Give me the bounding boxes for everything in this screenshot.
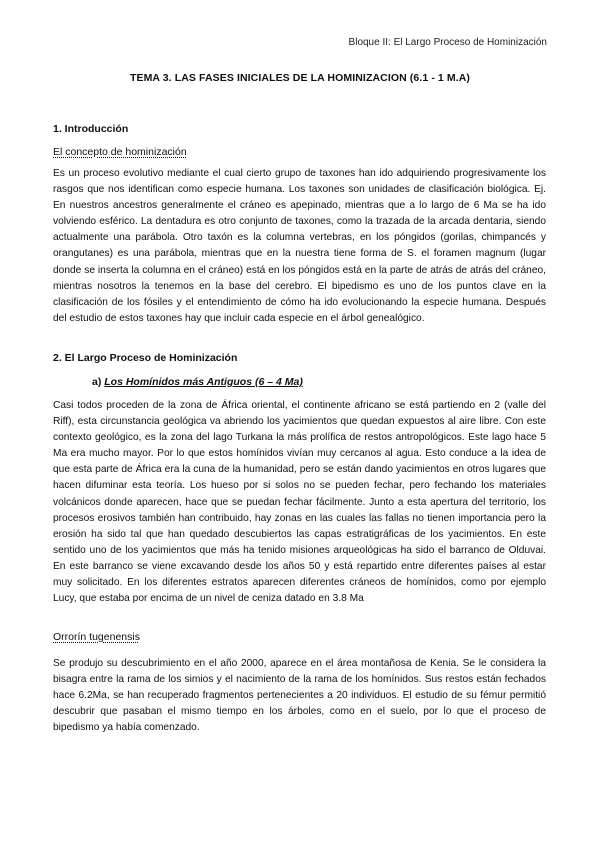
subsection-a-title: Los Homínidos más Antiguos (6 – 4 Ma) (104, 376, 303, 388)
subsection-a-heading (92, 376, 303, 388)
orrorin-paragraph: Se produjo su descubrimiento en el año 2000, aparece en el área montañosa de Kenia. Se le considera la bisagra entre la rama de los simios y el nacimiento de la rama de los homínidos. Sus restos están fechados hace 6.2Ma, se han recuperado fragmentos pertenecientes a 20 individuos. El estudio de su fémur permitió descubrir que pasaban el mismo tiempo en los árboles, como en el suelo, por lo que el proceso de bipedismo ya había comenzado. (53, 658, 546, 734)
section-1-heading: 1. Introducción (53, 123, 129, 135)
section-1-subheading: El concepto de hominización (53, 146, 187, 158)
section-2-heading: 2. El Largo Proceso de Hominización (53, 352, 238, 364)
document-title: TEMA 3. LAS FASES INICIALES DE LA HOMINIZACION (6.1 - 1 M.A) (129, 72, 471, 84)
subsection-a-prefix: a) (92, 376, 102, 388)
running-header: Bloque II: El Largo Proceso de Hominización (348, 37, 547, 48)
orrorin-heading: Orrorín tugenensis (53, 631, 140, 643)
section-2-paragraph: Casi todos proceden de la zona de África oriental, el continente africano se está partiendo en 2 (valle del Riff), esta circunstancia geológica va abriendo los yacimientos que quedan expuestos al aire libre. Con este contexto geológico, es la zona del lago Turkana la más prolífica de restos antropológicos. Este lago hace 5 Ma era mucho mayor. Por lo que estos homínidos vivían muy cercanos al agua. Esto conduce a la idea de que esta parte de África era la cuna de la humanidad, pero se están dando yacimientos en otros lugares que hacen difuminar esta teoría. Los hueso por si solos no se pueden fechar, pero fechando los materiales volcánicos donde aparecen, hace que se puedan fechar fácilmente. Junto a esta apertura del territorio, los procesos erosivos también han contribuido, hay zonas en las cuales las fallas no tienen importancia pero la erosión ha sido tal que han quedado descubiertos las capas estratigráficas de los yacimientos. En este sentido uno de los yacimientos que más ha tenido misiones arqueológicas ha sido el barranco de Olduvai. En este barranco se viene excavando desde los años 50 y está repartido entre diferentes países al estar muy solicitado. En los diferentes estratos aparecen diferentes cráneos de homínidos, como por ejemplo Lucy, que estaba por encima de un nivel de ceniza datado en 3.8 Ma (53, 400, 546, 605)
section-1-paragraph: Es un proceso evolutivo mediante el cual cierto grupo de taxones han ido adquiriendo progresivamente los rasgos que nos identifican como especie humana. Los taxones son unidades de clasificación biológica. Ej. En nuestros ancestros generalmente el cráneo es apepinado, mientras que a lo largo de 6 Ma se ha ido volviendo esférico. La dentadura es otro conjunto de taxones, como la trazada de la arcada dentaria, siendo actualmente una parábola. Otro taxón es la columna vertebras, en los póngidos (gorilas, chimpancés y orangutanes) es una parábola, mientras que en la nuestra tiene forma de S. el foramen magnum (lugar donde se inserta la columna en el cráneo) está en los póngidos está en la parte de atrás de atrás del cráneo, mientras nosotros la tenemos en la base del cerebro. El bipedismo es uno de los puntos clave en la clasificación de los fósiles y el entendimiento de cómo ha ido evolucionando la especie humana. Después del estudio de estos taxones hay que incluir cada especie en el árbol genealógico. (53, 168, 546, 324)
